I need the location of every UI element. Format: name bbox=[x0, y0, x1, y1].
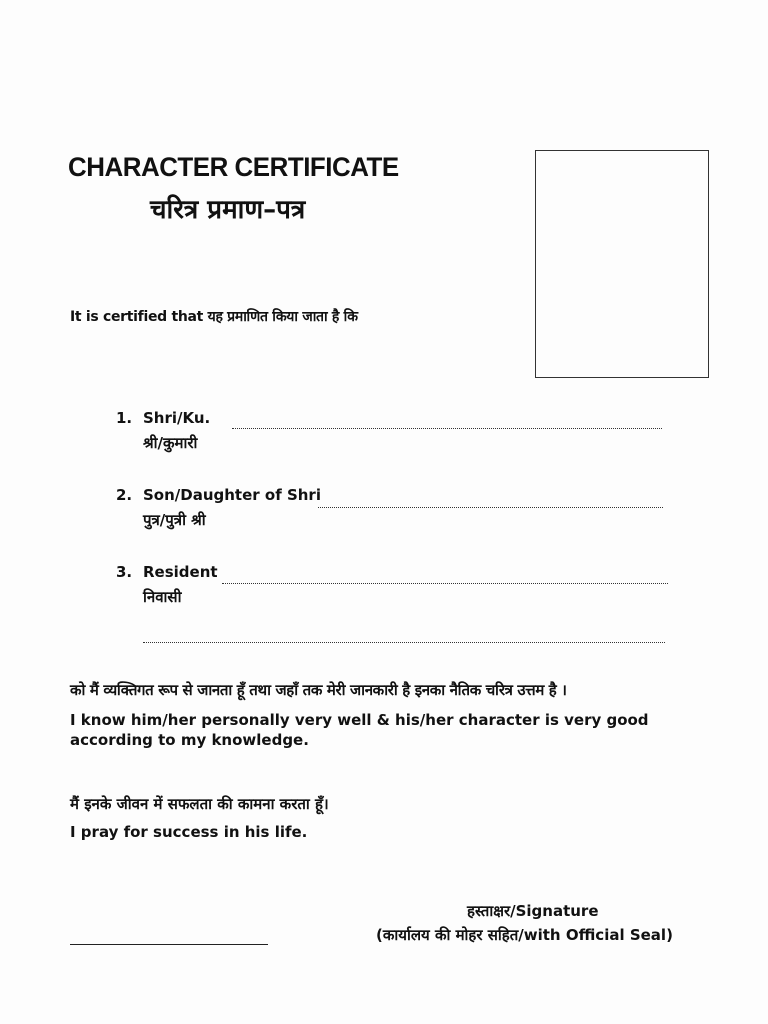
photo-box bbox=[535, 150, 709, 378]
intro-text: It is certified that यह प्रमाणित किया जाता है कि bbox=[70, 309, 358, 325]
field-3-label: Resident bbox=[143, 563, 218, 581]
field-3-number: 3. bbox=[116, 563, 133, 581]
official-seal-label: (कार्यालय की मोहर सहित/with Official Seal) bbox=[376, 926, 673, 944]
field-2-number: 2. bbox=[116, 486, 133, 504]
wish-hindi: मैं इनके जीवन में सफलता की कामना करता हूँ। bbox=[70, 795, 329, 813]
certificate-title-english: CHARACTER CERTIFICATE bbox=[68, 152, 399, 182]
field-2-label: Son/Daughter of Shri bbox=[143, 486, 321, 504]
statement-hindi: को मैं व्यक्तिगत रूप से जानता हूँ तथा जहाँ तक मेरी जानकारी है इनका नैतिक चरित्र उत्तम है । bbox=[70, 681, 567, 699]
wish-english: I pray for success in his life. bbox=[70, 823, 308, 841]
statement-english: I know him/her personally very well & his/her character is very good according to my knowledge. bbox=[70, 711, 649, 749]
certificate-title-hindi: चरित्र प्रमाण–पत्र bbox=[150, 195, 306, 225]
signature-line bbox=[70, 944, 268, 945]
field-1-label: Shri/Ku. bbox=[143, 409, 211, 427]
field-3-dotted-line-2 bbox=[143, 642, 665, 643]
field-2-label-hindi: पुत्र/पुत्री श्री bbox=[143, 511, 206, 529]
field-1-label-hindi: श्री/कुमारी bbox=[143, 434, 198, 452]
field-3-label-hindi: निवासी bbox=[143, 588, 182, 606]
field-3-dotted-line bbox=[222, 583, 668, 584]
field-1-dotted-line bbox=[232, 428, 662, 429]
field-1-number: 1. bbox=[116, 409, 133, 427]
signature-label: हस्ताक्षर/Signature bbox=[467, 902, 599, 920]
field-2-dotted-line bbox=[318, 507, 663, 508]
